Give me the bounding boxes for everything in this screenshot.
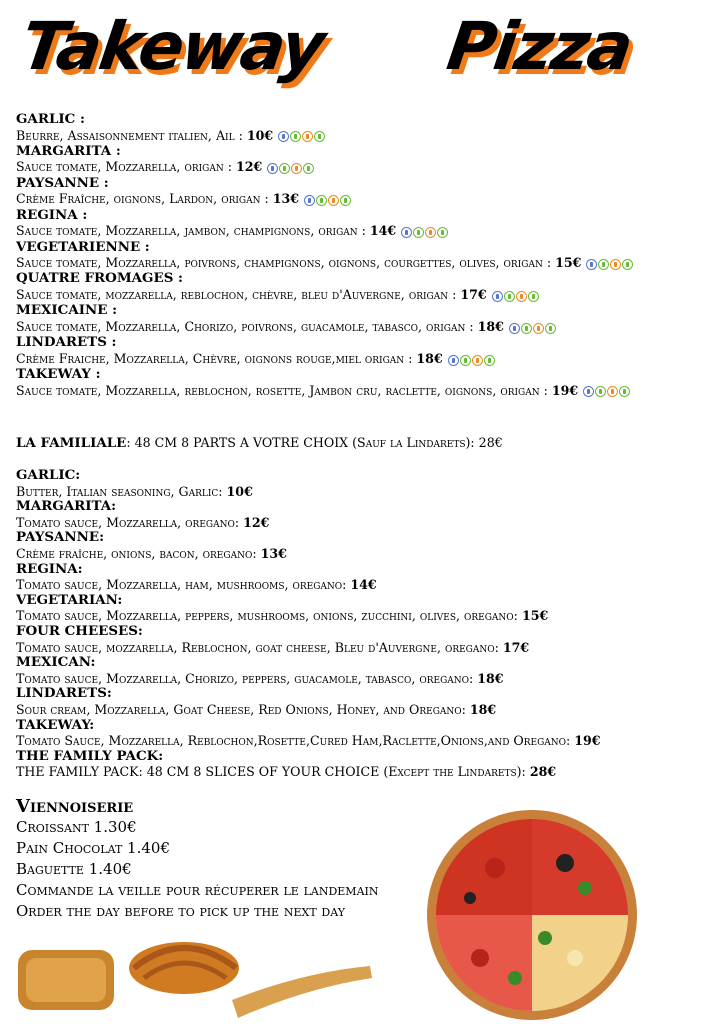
- pizza-price: 15€: [555, 255, 582, 271]
- pizza-description: [16, 159, 716, 175]
- pizza-price: 14€: [369, 223, 397, 239]
- pizza-description: [16, 608, 716, 624]
- menu-english: [16, 468, 716, 780]
- pizza-ingredients: Sauce tomate, Mozzarella, Chorizo, poivrons, guacamole, tabasco, origan :: [16, 318, 478, 334]
- pizza-price: 18€: [416, 350, 443, 366]
- allergen-icon: [279, 163, 290, 174]
- pizza-description: [16, 351, 716, 367]
- pizza-ingredients: Butter, Italian seasoning, Garlic:: [16, 483, 227, 499]
- pizza-name: MARGARITA :: [16, 142, 121, 159]
- familiale-text: : 48 CM 8 PARTS A VOTRE CHOIX (Sauf la Lindarets): 28€: [126, 435, 503, 450]
- viennoiserie-section: [16, 796, 379, 922]
- pizza-ingredients: Sauce tomate, Mozzarella, jambon, champignons, origan :: [16, 223, 370, 239]
- allergen-icon: [607, 386, 618, 397]
- allergen-icons: [303, 192, 351, 208]
- viennoiserie-title: Viennoiserie: [16, 796, 134, 817]
- allergen-icons: [266, 160, 314, 176]
- pizza-description: [16, 546, 716, 562]
- allergen-icon: [413, 227, 424, 238]
- allergen-icon: [302, 131, 313, 142]
- pizza-description: [16, 255, 716, 271]
- pizza-name: VEGETARIENNE :: [16, 238, 150, 255]
- allergen-icon: [509, 323, 520, 334]
- pizza-price: 13€: [272, 191, 300, 207]
- pizza-name: PAYSANNE:: [16, 529, 105, 546]
- viennoiserie-line: Commande la veille pour récuperer le landemain: [16, 881, 379, 899]
- viennoiserie-line: Pain Chocolat 1.40€: [16, 839, 170, 857]
- allergen-icon: [504, 291, 515, 302]
- pizza-price: 18€: [477, 670, 504, 686]
- pizza-name: REGINA:: [16, 560, 83, 577]
- pizza-name: MEXICAINE :: [16, 302, 118, 319]
- allergen-icon: [521, 323, 532, 334]
- allergen-icon: [460, 355, 471, 366]
- allergen-icon: [314, 131, 325, 142]
- allergen-icon: [425, 227, 436, 238]
- pizza-description: [16, 515, 716, 531]
- pizza-image: [425, 808, 639, 1022]
- allergen-icons: [447, 352, 495, 368]
- pizza-price: 18€: [469, 701, 497, 717]
- pizza-description: [16, 764, 716, 780]
- pizza-name: TAKEWAY :: [16, 366, 101, 383]
- title-pizza: Pizza: [442, 8, 636, 85]
- pizza-description: [16, 319, 716, 335]
- familiale-label: LA FAMILIALE: [16, 435, 127, 451]
- allergen-icon: [622, 259, 633, 270]
- allergen-icon: [328, 195, 339, 206]
- pizza-price: 17€: [502, 639, 530, 655]
- allergen-icon: [610, 259, 621, 270]
- allergen-icons: [491, 288, 539, 304]
- pizza-description: [16, 733, 716, 749]
- allergen-icons: [400, 224, 448, 240]
- allergen-icon: [267, 163, 278, 174]
- pizza-name: VEGETARIAN:: [16, 591, 123, 608]
- viennoiserie-line: Baguette 1.40€: [16, 860, 132, 878]
- pizza-ingredients: Tomato sauce, Mozzarella, peppers, mushrooms, onions, zucchini, olives, oregano:: [16, 608, 522, 624]
- pizza-ingredients: Tomato Sauce, Mozzarella, Reblochon,Rosette,Cured Ham,Raclette,Onions,and Oregano:: [16, 733, 575, 749]
- pizza-price: 10€: [226, 483, 253, 499]
- pizza-ingredients: Sauce tomate, Mozzarella, reblochon, rosette, Jambon cru, raclette, oignons, origan :: [16, 382, 552, 398]
- pizza-name: TAKEWAY:: [16, 716, 95, 733]
- allergen-icon: [528, 291, 539, 302]
- allergen-icon: [401, 227, 412, 238]
- pastries-image: [14, 928, 374, 1020]
- pizza-price: 12€: [235, 159, 263, 175]
- pizza-ingredients: Sauce tomate, Mozzarella, origan :: [16, 159, 236, 175]
- pizza-description: [16, 577, 716, 593]
- pizza-ingredients: Tomato sauce, Mozzarella, ham, mushrooms, oregano:: [16, 577, 351, 593]
- pizza-price: 17€: [460, 287, 487, 303]
- pizza-description: [16, 671, 716, 687]
- pizza-name: MARGARITA:: [16, 498, 117, 515]
- pizza-ingredients: Tomato sauce, Mozzarella, oregano:: [16, 514, 244, 530]
- allergen-icons: [277, 128, 325, 144]
- pizza-price: 19€: [551, 382, 579, 398]
- pizza-name: REGINA :: [16, 206, 88, 223]
- pizza-ingredients: Sour cream, Mozzarella, Goat Cheese, Red Onions, Honey, and Oregano:: [16, 701, 470, 717]
- pizza-name: FOUR CHEESES:: [16, 622, 143, 639]
- pizza-ingredients: Crème Fraiche, Mozzarella, Chèvre, oignons rouge,miel origan :: [16, 350, 417, 366]
- pizza-price: 10€: [246, 127, 274, 143]
- pizza-description: [16, 640, 716, 656]
- allergen-icon: [619, 386, 630, 397]
- allergen-icons: [508, 320, 556, 336]
- familiale-line: [16, 435, 503, 451]
- pizza-description: [16, 383, 716, 399]
- pizza-description: [16, 702, 716, 718]
- pizza-name: LINDARETS :: [16, 334, 117, 351]
- pizza-ingredients: Sauce tomate, mozzarella, reblochon, chèvre, bleu d'Auvergne, origan :: [16, 287, 461, 303]
- allergen-icon: [595, 386, 606, 397]
- pizza-price: 28€: [529, 764, 557, 780]
- allergen-icon: [437, 227, 448, 238]
- title-takeway: Takeway: [16, 8, 329, 85]
- allergen-icon: [583, 386, 594, 397]
- allergen-icon: [598, 259, 609, 270]
- pizza-description: [16, 223, 716, 239]
- viennoiserie-line: Croissant 1.30€: [16, 818, 137, 836]
- pizza-ingredients: Tomato sauce, mozzarella, Reblochon, goat cheese, Bleu d'Auvergne, oregano:: [16, 639, 503, 655]
- pizza-ingredients: Beurre, Assaisonnement italien, Ail :: [16, 127, 247, 143]
- allergen-icon: [304, 195, 315, 206]
- allergen-icon: [492, 291, 503, 302]
- pizza-name: THE FAMILY PACK:: [16, 747, 164, 764]
- allergen-icon: [484, 355, 495, 366]
- pizza-name: LINDARETS:: [16, 685, 112, 702]
- allergen-icon: [516, 291, 527, 302]
- allergen-icon: [291, 163, 302, 174]
- allergen-icon: [448, 355, 459, 366]
- viennoiserie-line: Order the day before to pick up the next day: [16, 902, 346, 920]
- allergen-icon: [290, 131, 301, 142]
- allergen-icon: [303, 163, 314, 174]
- pizza-description: [16, 128, 716, 144]
- pizza-price: 13€: [260, 545, 287, 561]
- pizza-ingredients: Crème fraîche, onions, bacon, oregano:: [16, 545, 261, 561]
- pizza-name: GARLIC :: [16, 111, 85, 127]
- pizza-ingredients: Tomato sauce, Mozzarella, Chorizo, peppers, guacamole, tabasco, oregano:: [16, 670, 478, 686]
- pizza-description: [16, 287, 716, 303]
- pizza-price: 14€: [350, 577, 377, 593]
- allergen-icon: [586, 259, 597, 270]
- pizza-name: QUATRE FROMAGES :: [16, 270, 183, 287]
- pizza-description: [16, 191, 716, 207]
- pizza-name: MEXICAN:: [16, 654, 96, 671]
- pizza-ingredients: Sauce tomate, Mozzarella, poivrons, champignons, oignons, courgettes, olives, origan :: [16, 255, 556, 271]
- menu-french: [16, 112, 716, 399]
- pizza-price: 12€: [243, 514, 270, 530]
- pizza-name: PAYSANNE :: [16, 174, 109, 191]
- pizza-price: 19€: [574, 733, 601, 749]
- pizza-description: [16, 484, 716, 500]
- pizza-ingredients: Crème Fraîche, oignons, Lardon, origan :: [16, 191, 273, 207]
- allergen-icon: [472, 355, 483, 366]
- pizza-name: GARLIC:: [16, 467, 81, 483]
- allergen-icons: [582, 383, 630, 399]
- allergen-icon: [316, 195, 327, 206]
- allergen-icon: [545, 323, 556, 334]
- allergen-icon: [533, 323, 544, 334]
- allergen-icon: [278, 131, 289, 142]
- allergen-icon: [340, 195, 351, 206]
- pizza-ingredients: THE FAMILY PACK: 48 CM 8 SLICES OF YOUR CHOICE (Except the Lindarets):: [16, 764, 530, 780]
- pizza-price: 18€: [477, 318, 504, 334]
- allergen-icons: [585, 256, 633, 272]
- pizza-price: 15€: [521, 608, 549, 624]
